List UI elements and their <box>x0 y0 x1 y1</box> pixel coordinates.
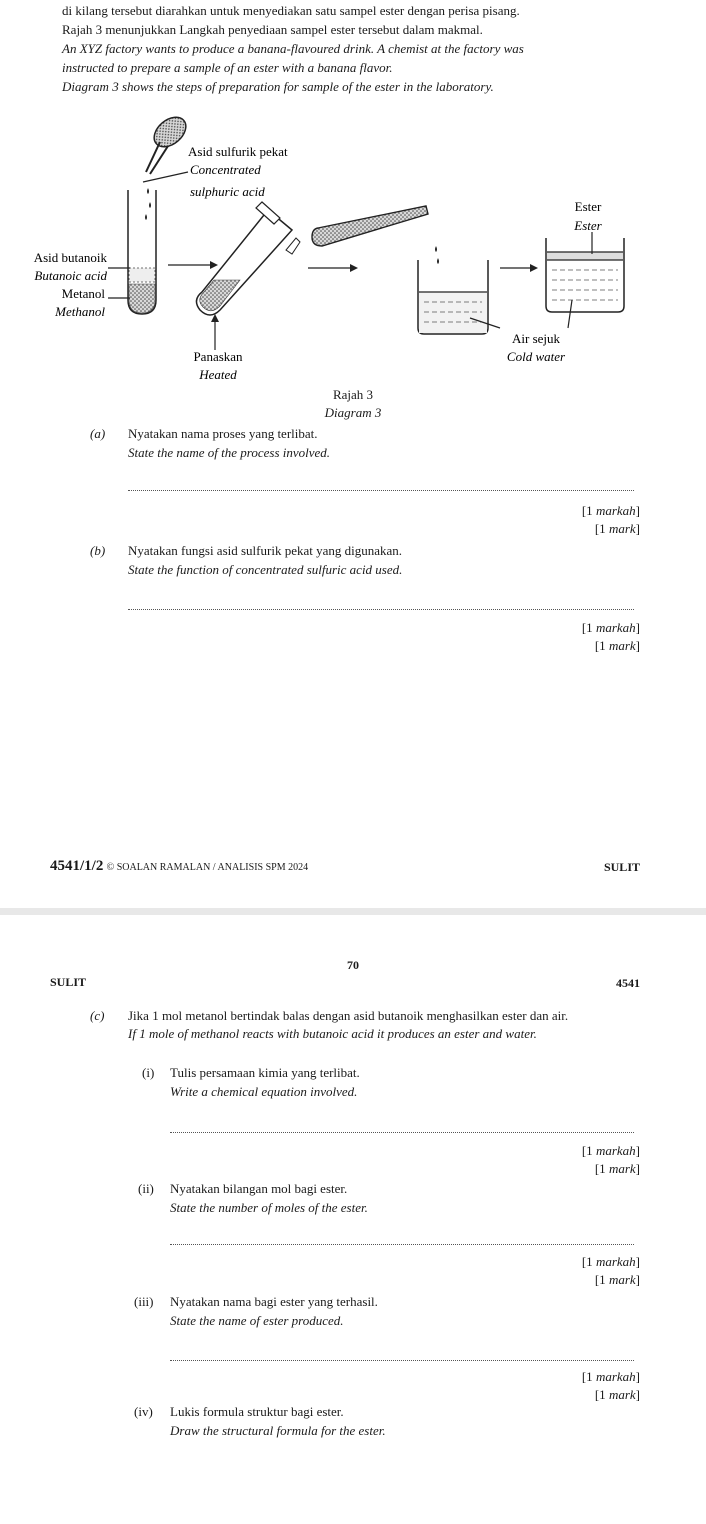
label-heat-ms: Panaskan <box>193 349 243 364</box>
qc-iv-en: Draw the structural formula for the ester. <box>170 1423 386 1438</box>
label-conc-ms: Asid sulfurik pekat <box>188 144 288 159</box>
label-butanoic-ms: Asid butanoik <box>33 250 107 265</box>
intro-en-line2: instructed to prepare a sample of an ester with a banana flavor. <box>62 60 393 75</box>
label-water-ms: Air sejuk <box>511 331 561 346</box>
qc-ii-mark-en: [1 mark] <box>594 1272 640 1287</box>
footer-code: 4541/1/2 <box>50 858 104 874</box>
test-tube-icon <box>128 190 156 314</box>
qc-i-en: Write a chemical equation involved. <box>170 1084 358 1099</box>
qa-ms: Nyatakan nama proses yang terlibat. <box>128 426 318 441</box>
qc-ii-en: State the number of moles of the ester. <box>170 1200 368 1215</box>
qc-ii-num: (ii) <box>138 1181 154 1196</box>
page-number: 70 <box>347 958 359 972</box>
label-conc-en2: sulphuric acid <box>190 184 265 199</box>
label-ester-ms: Ester <box>574 199 602 214</box>
qc-iv-num: (iv) <box>134 1404 153 1419</box>
header-left: SULIT <box>50 975 87 989</box>
intro-en-line3: Diagram 3 shows the steps of preparation for sample of the ester in the laboratory. <box>62 79 494 94</box>
footer-copyright: © SOALAN RAMALAN / ANALISIS SPM 2024 <box>106 862 309 873</box>
qc-i-num: (i) <box>142 1065 155 1080</box>
qa-mark-en: [1 mark] <box>594 521 640 536</box>
qb-mark-ms: [1 markah] <box>581 620 640 635</box>
qc-i-answer-line[interactable] <box>170 1132 634 1133</box>
drop-icon <box>149 202 151 208</box>
qa-label: (a) <box>90 426 106 441</box>
qc-iii-ms: Nyatakan nama bagi ester yang terhasil. <box>170 1294 378 1309</box>
diagram-caption-en: Diagram 3 <box>324 405 382 420</box>
qa-mark-ms: [1 markah] <box>581 503 640 518</box>
beaker-icon <box>418 260 488 334</box>
qc-iii-mark-en: [1 mark] <box>594 1387 640 1402</box>
qc-iii-num: (iii) <box>134 1294 154 1309</box>
page-footer <box>50 858 308 876</box>
qc-en: If 1 mole of methanol reacts with butanoic acid it produces an ester and water. <box>128 1026 537 1041</box>
qb-mark-en: [1 mark] <box>594 638 640 653</box>
qc-i-mark-ms: [1 markah] <box>581 1143 640 1158</box>
page-separator <box>0 908 706 915</box>
label-butanoic-en: Butanoic acid <box>34 268 107 283</box>
drop-icon <box>147 188 149 194</box>
label-methanol-en: Methanol <box>55 304 105 319</box>
qc-ii-ms: Nyatakan bilangan mol bagi ester. <box>170 1181 348 1196</box>
qc-iii-mark-ms: [1 markah] <box>581 1369 640 1384</box>
qb-answer-line[interactable] <box>128 609 634 610</box>
label-methanol-ms: Metanol <box>61 286 105 301</box>
qc-i-mark-en: [1 mark] <box>594 1161 640 1176</box>
label-ester-en: Ester <box>574 218 602 233</box>
qc-iv-ms: Lukis formula struktur bagi ester. <box>170 1404 344 1419</box>
qc-ii-answer-line[interactable] <box>170 1244 634 1245</box>
qc-iii-answer-line[interactable] <box>170 1360 634 1361</box>
qc-label: (c) <box>90 1008 105 1023</box>
ester-preparation-diagram <box>0 110 706 380</box>
label-water-en: Cold water <box>506 349 566 364</box>
qb-label: (b) <box>90 543 106 558</box>
qc-ms: Jika 1 mol metanol bertindak balas dengan asid butanoik menghasilkan ester dan air. <box>128 1008 569 1023</box>
drop-icon <box>145 214 147 220</box>
beaker-icon <box>546 238 624 312</box>
intro-ms-line2: Rajah 3 menunjukkan Langkah penyediaan sampel ester tersebut dalam makmal. <box>62 22 483 37</box>
footer-status: SULIT <box>603 860 640 874</box>
drop-icon <box>437 258 439 264</box>
qc-ii-mark-ms: [1 markah] <box>581 1254 640 1269</box>
intro-en-line1: An XYZ factory wants to produce a banana-flavoured drink. A chemist at the factory was <box>62 41 524 56</box>
drop-icon <box>435 246 437 252</box>
label-heat-en: Heated <box>199 367 237 380</box>
tilted-test-tube-icon <box>196 202 300 315</box>
diagram-caption-ms: Rajah 3 <box>332 387 374 402</box>
qa-answer-line[interactable] <box>128 490 634 491</box>
qc-iii-en: State the name of ester produced. <box>170 1313 344 1328</box>
header-right: 4541 <box>616 976 640 990</box>
qc-i-ms: Tulis persamaan kimia yang terlibat. <box>170 1065 360 1080</box>
pouring-tube-icon <box>312 206 428 246</box>
qb-en: State the function of concentrated sulfuric acid used. <box>128 562 403 577</box>
label-conc-en1: Concentrated <box>190 162 261 177</box>
intro-ms-line1: di kilang tersebut diarahkan untuk menyediakan satu sampel ester dengan perisa pisang. <box>62 3 520 18</box>
qb-ms: Nyatakan fungsi asid sulfurik pekat yang digunakan. <box>128 543 403 558</box>
dropper-icon <box>146 111 192 174</box>
qa-en: State the name of the process involved. <box>128 445 331 460</box>
